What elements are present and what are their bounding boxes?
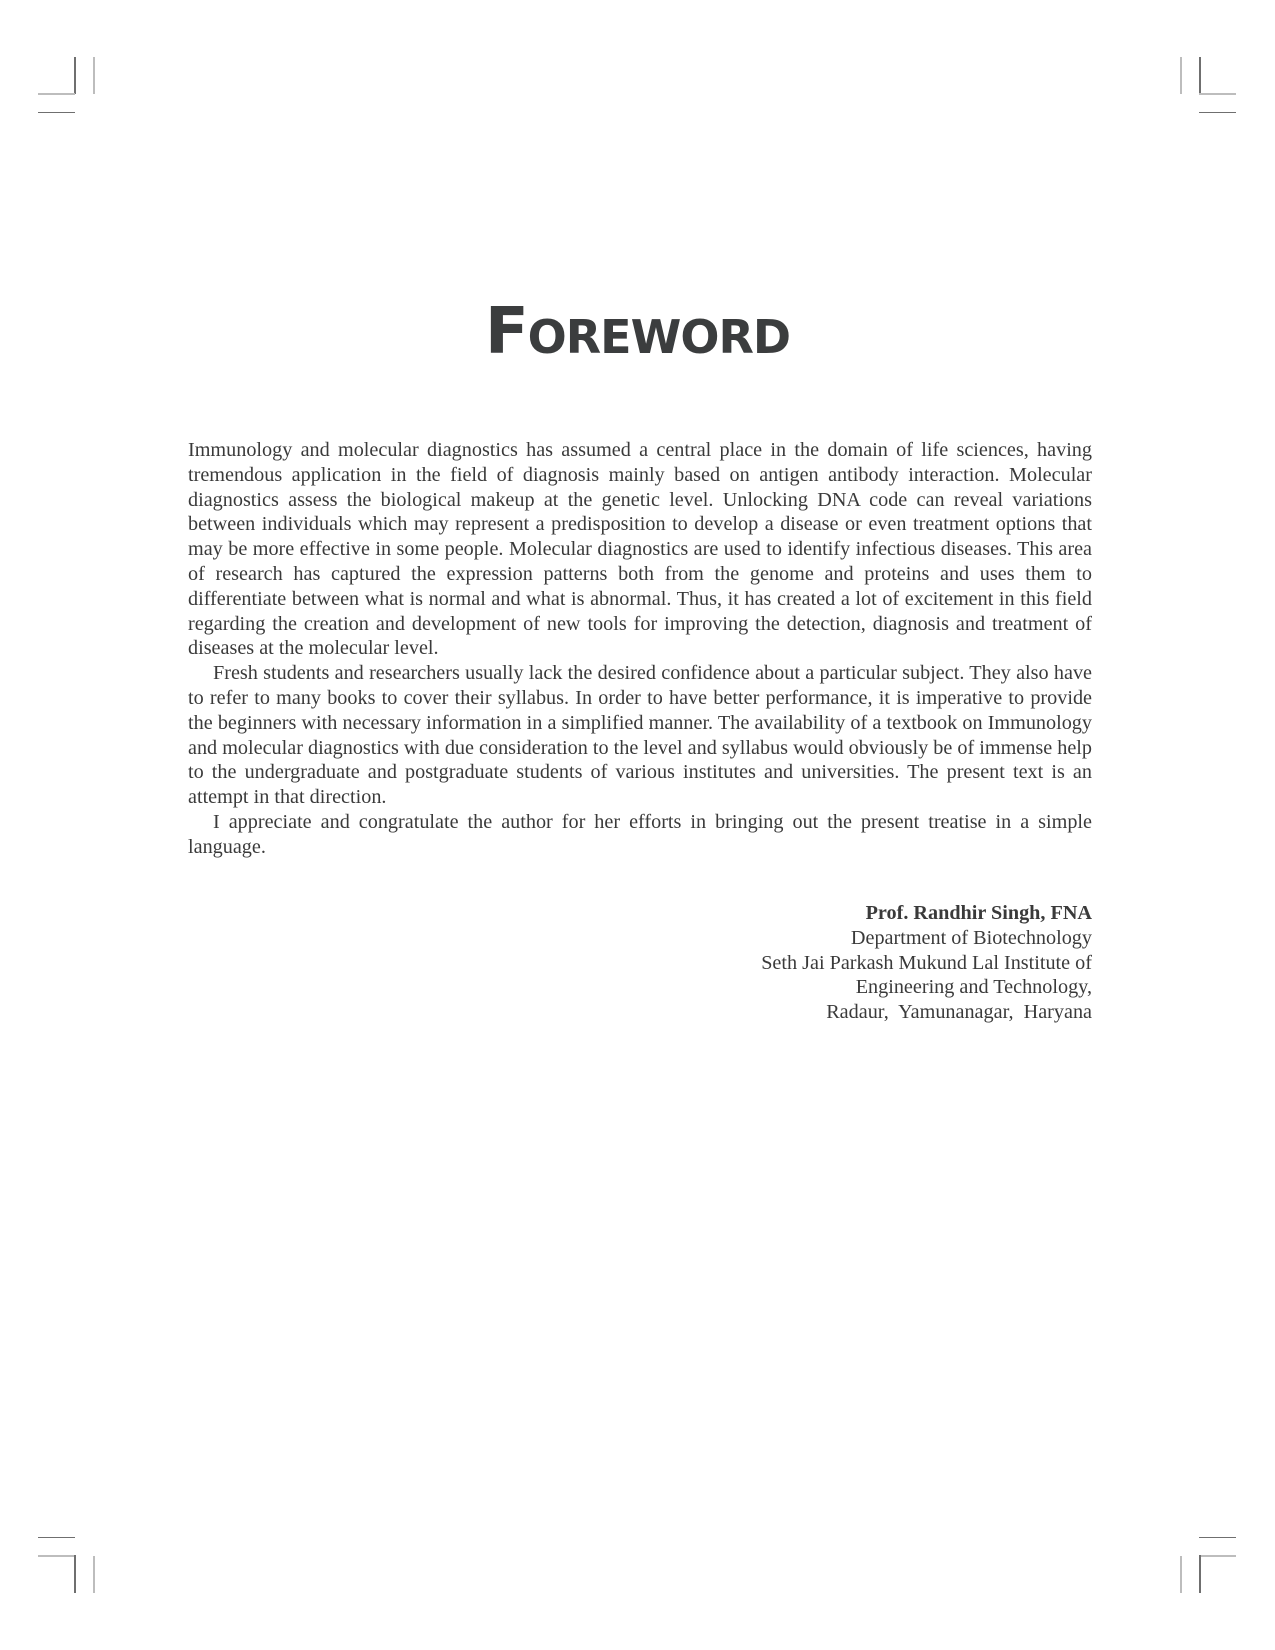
crop-mark: [38, 93, 75, 95]
title-rest: OREWORD: [527, 310, 791, 364]
crop-mark: [38, 1537, 75, 1538]
paragraph: Immunology and molecular diagnostics has assumed a central place in the domain of life sciences, having tremendous application in the field of diagnosis mainly based on antigen antibody interaction. Molecular diagnostics assess the biological makeup at the genetic level. Unlocking DNA code can reveal variations between individuals which may represent a predisposition to develop a disease or even treatment options that may be more effective in some people. Molecular diagnostics are used to identify infectious diseases. This area of research has captured the expression patterns both from the genome and proteins and uses them to differentiate between what is normal and what is abnormal. Thus, it has created a lot of excitement in this field regarding the creation and development of new tools for improving the detection, diagnosis and treatment of diseases at the molecular level.: [188, 439, 1092, 660]
signature-block: [761, 901, 1092, 1025]
crop-mark: [1180, 1556, 1182, 1593]
crop-mark: [74, 57, 76, 94]
foreword-body: [188, 438, 1092, 860]
crop-mark: [38, 1555, 75, 1557]
author-institute-line2: Engineering and Technology,: [855, 976, 1092, 999]
crop-mark: [1199, 1555, 1236, 1557]
crop-mark: [1199, 112, 1236, 113]
crop-mark: [1180, 57, 1182, 94]
author-institute-line1: Seth Jai Parkash Mukund Lal Institute of: [761, 951, 1092, 974]
crop-mark: [93, 57, 95, 94]
author-location: Radaur, Yamunanagar, Haryana: [826, 1001, 1092, 1024]
crop-mark: [1199, 57, 1201, 94]
page-title: [0, 295, 1275, 369]
paragraph: Fresh students and researchers usually lack the desired confidence about a particular subject. They also have to refer to many books to cover their syllabus. In order to have better performance, it is imperative to provide the beginners with necessary information in a simplified manner. The availability of a textbook on Immunology and molecular diagnostics with due consideration to the level and syllabus would obviously be of immense help to the undergraduate and postgraduate students of various institutes and universities. The present text is an attempt in that direction.: [188, 662, 1092, 809]
crop-mark: [74, 1555, 76, 1593]
crop-mark: [93, 1556, 95, 1593]
crop-mark: [1199, 1537, 1236, 1538]
crop-mark: [1199, 93, 1236, 95]
author-name: Prof. Randhir Singh, FNA: [865, 902, 1092, 924]
crop-mark: [1199, 1555, 1201, 1593]
title-initial: F: [484, 295, 528, 369]
author-department: Department of Biotechnology: [850, 926, 1092, 949]
paragraph: I appreciate and congratulate the author for her efforts in bringing out the present treatise in a simple language.: [188, 810, 1092, 858]
crop-mark: [38, 112, 75, 113]
